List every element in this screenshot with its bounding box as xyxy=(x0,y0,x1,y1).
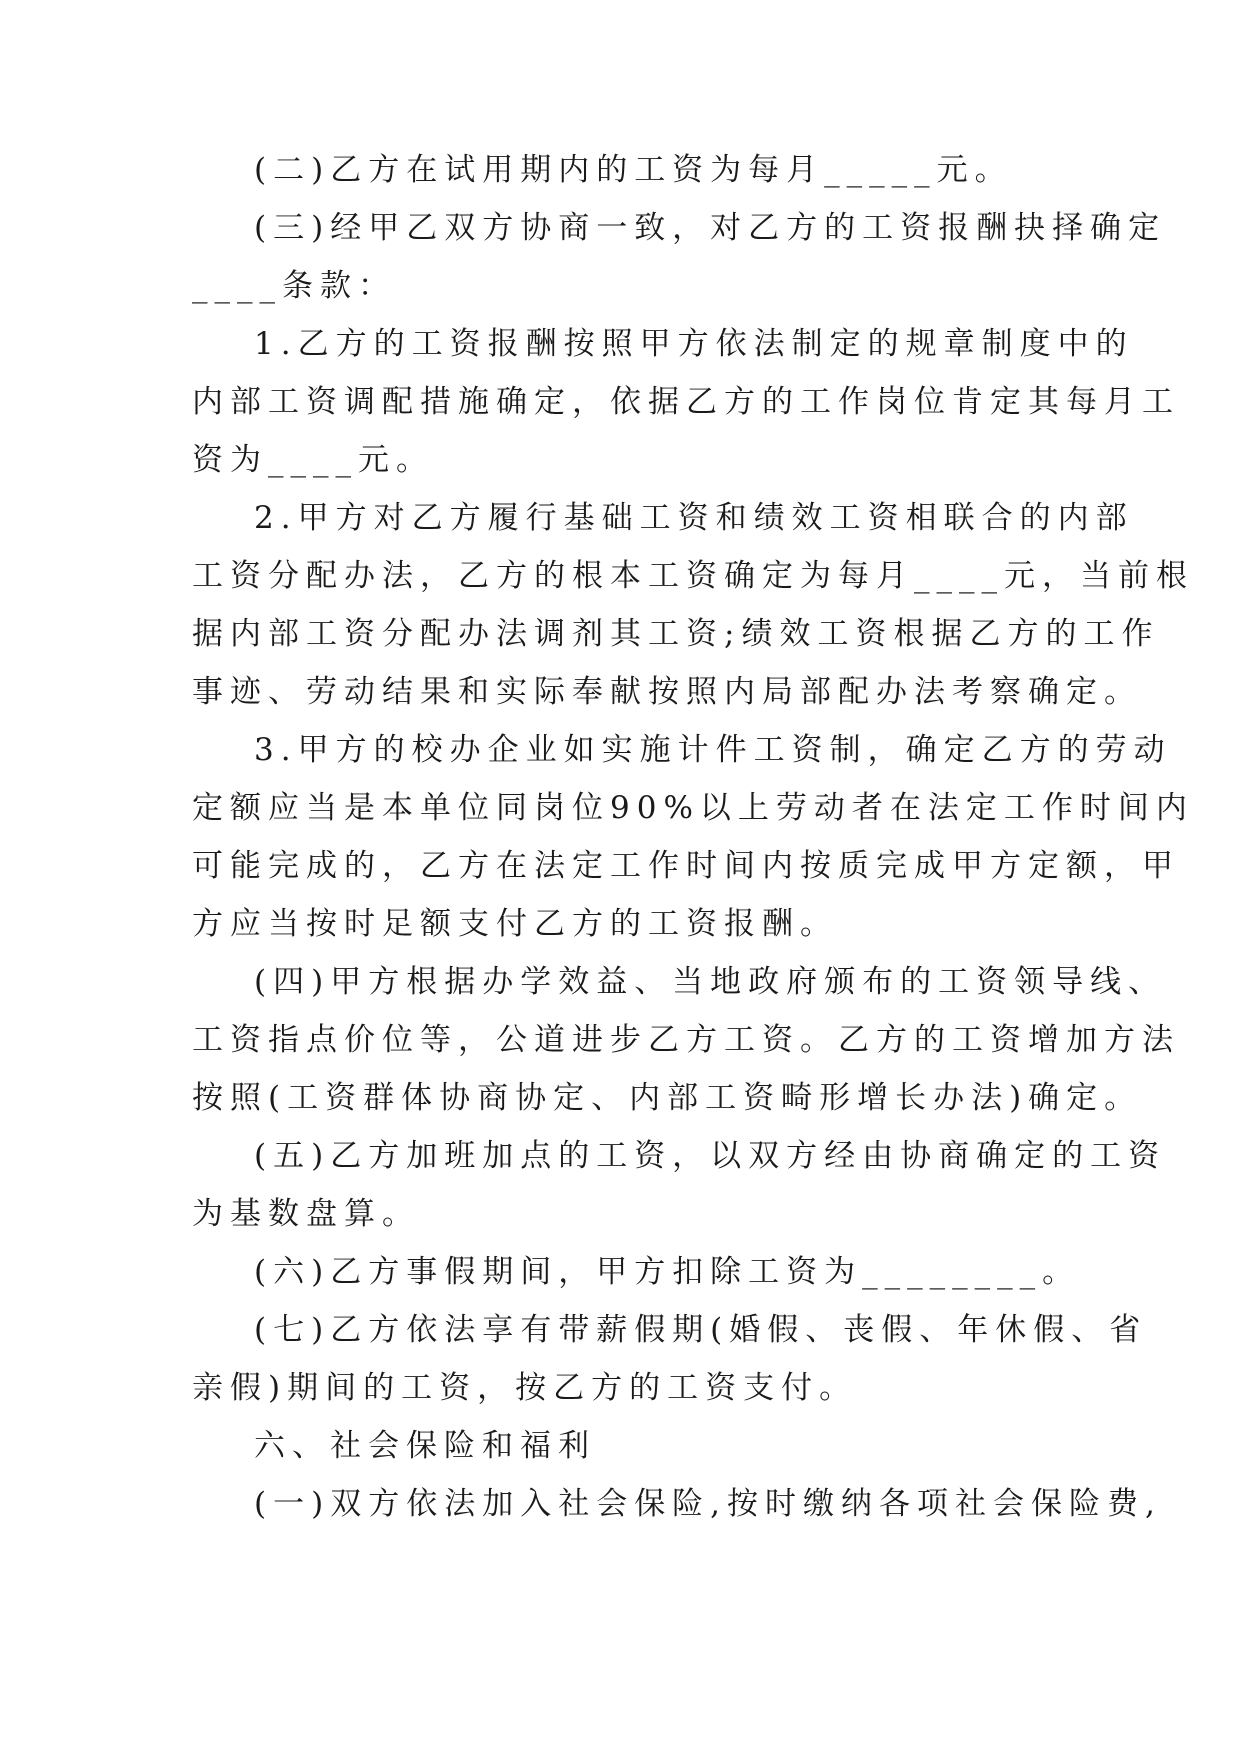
paragraph-line: (六)乙方事假期间，甲方扣除工资为________。 xyxy=(254,1254,1081,1290)
paragraph-line: (七)乙方依法享有带薪假期(婚假、丧假、年休假、省 xyxy=(254,1312,1148,1348)
paragraph-line: 据内部工资分配办法调剂其工资;绩效工资根据乙方的工作 xyxy=(192,616,1160,652)
paragraph-line: 内部工资调配措施确定，依据乙方的工作岗位肯定其每月工 xyxy=(192,384,1180,420)
paragraph-line: 按照(工资群体协商协定、内部工资畸形增长办法)确定。 xyxy=(192,1080,1143,1116)
section-heading: 六、社会保险和福利 xyxy=(254,1428,596,1464)
paragraph-line: 1.乙方的工资报酬按照甲方依法制定的规章制度中的 xyxy=(254,326,1134,362)
paragraph-line: 3.甲方的校办企业如实施计件工资制，确定乙方的劳动 xyxy=(254,732,1172,768)
paragraph-line: 2.甲方对乙方履行基础工资和绩效工资相联合的内部 xyxy=(254,500,1134,536)
paragraph-line: 可能完成的，乙方在法定工作时间内按质完成甲方定额，甲 xyxy=(192,848,1180,884)
paragraph-line: 方应当按时足额支付乙方的工资报酬。 xyxy=(192,906,838,942)
paragraph-line: (一)双方依法加入社会保险,按时缴纳各项社会保险费, xyxy=(254,1486,1162,1522)
paragraph-line: ____条款： xyxy=(192,268,396,304)
paragraph-line: 工资指点价位等，公道进步乙方工资。乙方的工资增加方法 xyxy=(192,1022,1180,1058)
paragraph-line: (二)乙方在试用期内的工资为每月_____元。 xyxy=(254,152,1013,188)
paragraph-line: 资为____元。 xyxy=(192,442,434,478)
paragraph-line: 工资分配办法，乙方的根本工资确定为每月____元，当前根 xyxy=(192,558,1194,594)
paragraph-line: 为基数盘算。 xyxy=(192,1196,420,1232)
paragraph-line: (四)甲方根据办学效益、当地政府颁布的工资领导线、 xyxy=(254,964,1167,1000)
paragraph-line: 事迹、劳动结果和实际奉献按照内局部配办法考察确定。 xyxy=(192,674,1142,710)
paragraph-line: (五)乙方加班加点的工资，以双方经由协商确定的工资 xyxy=(254,1138,1167,1174)
paragraph-line: 亲假)期间的工资，按乙方的工资支付。 xyxy=(192,1370,858,1406)
paragraph-line: 定额应当是本单位同岗位90%以上劳动者在法定工作时间内 xyxy=(192,790,1194,826)
paragraph-line: (三)经甲乙双方协商一致，对乙方的工资报酬抉择确定 xyxy=(254,210,1167,246)
